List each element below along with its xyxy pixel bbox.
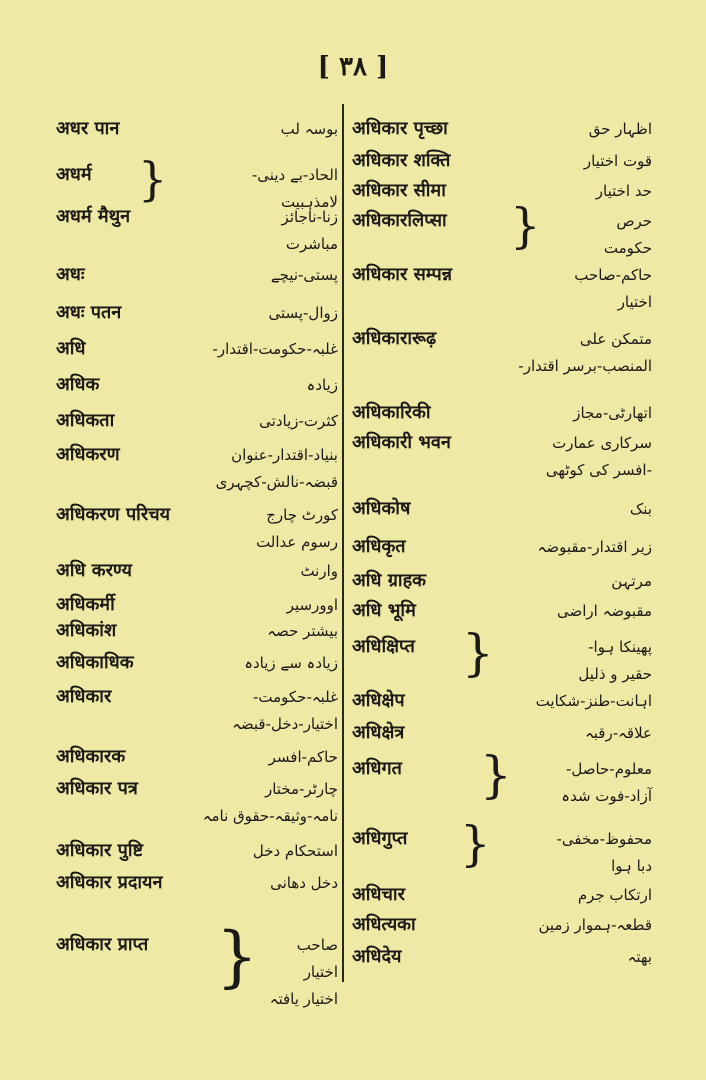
urdu-gloss — [578, 882, 652, 909]
gloss-line: معلوم-حاصل- — [565, 760, 652, 778]
gloss-line: زیر اقتدار-مقبوضہ — [537, 538, 652, 556]
headword: अधि ग्राहक — [352, 570, 426, 591]
urdu-gloss — [281, 116, 338, 143]
headword: अधिकृत — [352, 536, 406, 557]
headword: अधिक — [56, 374, 100, 395]
headword: अधिकार पृच्छा — [352, 118, 448, 139]
gloss-line: -افسر کی کوٹھی — [545, 461, 652, 479]
gloss-line: حقیر و ذلیل — [578, 665, 652, 683]
urdu-gloss — [573, 400, 652, 427]
urdu-gloss — [557, 598, 652, 625]
urdu-gloss — [536, 688, 652, 715]
headword: अधिचार — [352, 884, 405, 905]
urdu-gloss — [518, 326, 652, 380]
gloss-line: حرص — [616, 212, 652, 230]
gloss-line: متمکن علی — [579, 330, 652, 348]
gloss-line: اتھارٹی-مجاز — [573, 404, 652, 422]
headword: अधर पान — [56, 118, 120, 139]
urdu-gloss — [611, 568, 652, 595]
urdu-gloss — [556, 826, 652, 880]
headword: अधर्म मैथुन — [56, 206, 131, 227]
gloss-line: بیشتر حصہ — [267, 622, 338, 640]
gloss-line: قطعہ-ہموار زمین — [538, 916, 652, 934]
urdu-gloss — [628, 944, 652, 971]
urdu-gloss — [232, 684, 338, 738]
gloss-line: چارٹر-مختار — [264, 780, 338, 798]
headword: अधिकर्मी — [56, 594, 115, 615]
urdu-gloss — [203, 776, 338, 830]
headword: अधिकारलिप्सा — [352, 210, 447, 231]
gloss-line: اوورسیر — [286, 596, 338, 614]
gloss-line: حد اختیار — [595, 182, 652, 200]
gloss-line: مرتہن — [611, 572, 652, 590]
urdu-gloss — [561, 756, 652, 810]
gloss-line: غلبہ-حکومت- — [252, 688, 338, 706]
headword: अधिकार सीमा — [352, 180, 446, 201]
headword: अधिकता — [56, 410, 115, 431]
gloss-line: آزاد-فوت شدہ — [561, 787, 652, 805]
headword: अधर्म — [56, 164, 92, 185]
urdu-gloss — [546, 430, 652, 484]
headword: अधिकार पुष्टि — [56, 840, 143, 861]
urdu-gloss — [259, 408, 338, 435]
urdu-gloss — [270, 870, 338, 897]
gloss-line: اختیار — [303, 963, 338, 981]
urdu-gloss — [270, 932, 338, 1013]
brace-mark: } — [510, 198, 541, 254]
column-divider — [342, 104, 344, 982]
headword: अधिकार प्राप्त — [56, 934, 149, 955]
headword: अधिक्षेप — [352, 690, 405, 711]
urdu-gloss — [267, 618, 338, 645]
gloss-line: زوال-پستی — [268, 304, 338, 322]
gloss-line: المنصب-برسر اقتدار- — [518, 357, 652, 375]
headword: अधिकाधिक — [56, 652, 134, 673]
urdu-gloss — [212, 336, 338, 363]
headword: अधिकारक — [56, 746, 126, 767]
gloss-line: قوت اختیار — [583, 152, 652, 170]
gloss-line: حاکم-افسر — [268, 748, 338, 766]
gloss-line: پستی-نیچے — [270, 266, 338, 284]
urdu-gloss — [271, 262, 338, 289]
urdu-gloss — [578, 634, 652, 688]
headword: अधिकरण परिचय — [56, 504, 171, 525]
headword: अधिक्षेत्र — [352, 722, 405, 743]
urdu-gloss — [584, 148, 652, 175]
headword: अधिगुप्त — [352, 828, 408, 849]
gloss-line: استحکام دخل — [252, 842, 338, 860]
gloss-line: مقبوضہ اراضی — [556, 602, 652, 620]
gloss-line: مباشرت — [285, 235, 338, 253]
gloss-line: بوسہ لب — [280, 120, 338, 138]
page-number: [ ۳۸ ] — [317, 52, 389, 82]
gloss-line: کورٹ چارج — [266, 506, 338, 524]
brace-mark: } — [216, 918, 258, 995]
urdu-gloss — [287, 592, 338, 619]
urdu-gloss — [268, 300, 338, 327]
headword: अधि भूमि — [352, 600, 416, 621]
urdu-gloss — [307, 372, 338, 399]
urdu-gloss — [596, 178, 652, 205]
urdu-gloss — [589, 116, 652, 143]
headword: अधिकोष — [352, 498, 411, 519]
gloss-line: وارنٹ — [300, 562, 338, 580]
brace-mark: } — [460, 816, 491, 872]
headword: अधिकार शक्ति — [352, 150, 451, 171]
gloss-line: کثرت-زیادتی — [259, 412, 338, 430]
urdu-gloss — [269, 744, 338, 771]
headword: अधि — [56, 338, 86, 359]
headword: अधिकारी भवन — [352, 432, 451, 453]
gloss-line: دخل دھانی — [270, 874, 338, 892]
urdu-gloss — [538, 534, 652, 561]
headword: अधिकरण — [56, 444, 120, 465]
gloss-line: حاکم-صاحب — [574, 266, 652, 284]
headword: अधिक्षिप्त — [352, 636, 415, 657]
headword: अधिकार प्रदायन — [56, 872, 163, 893]
urdu-gloss — [256, 502, 338, 556]
headword: अधिकांश — [56, 620, 117, 641]
urdu-gloss — [538, 912, 652, 939]
headword: अधिकारिकी — [352, 402, 431, 423]
gloss-line: اختیار یافتہ — [269, 990, 338, 1008]
gloss-line: علاقہ-رقبہ — [584, 724, 652, 742]
gloss-line: محفوظ-مخفی- — [556, 830, 652, 848]
urdu-gloss — [216, 442, 338, 496]
gloss-line: بنک — [629, 500, 652, 518]
gloss-line: ارتکاب جرم — [577, 886, 652, 904]
gloss-line: بھتہ — [627, 948, 652, 966]
gloss-line: حکومت — [603, 239, 652, 257]
gloss-line: نامہ-وثیقہ-حقوق نامہ — [202, 807, 338, 825]
urdu-gloss — [300, 558, 338, 585]
gloss-line: غلبہ-حکومت-اقتدار- — [212, 340, 338, 358]
gloss-line: سرکاری عمارت — [552, 434, 652, 452]
brace-mark: } — [138, 152, 168, 206]
gloss-line: زیادہ سے زیادہ — [244, 654, 338, 672]
brace-mark: } — [480, 746, 512, 804]
gloss-line: صاحب — [296, 936, 338, 954]
urdu-gloss — [604, 208, 652, 262]
headword: अधिदेय — [352, 946, 402, 967]
gloss-line: زیادہ — [306, 376, 338, 394]
headword: अधिकारारूढ़ — [352, 328, 437, 349]
gloss-line: الحاد-بے دینی- — [251, 166, 338, 184]
headword: अधः — [56, 264, 85, 285]
gloss-line: لامذہبیت — [280, 193, 338, 211]
brace-mark: } — [462, 624, 494, 682]
urdu-gloss — [630, 496, 652, 523]
gloss-line: قبضہ-نالش-کچہری — [215, 473, 338, 491]
urdu-gloss — [585, 720, 652, 747]
headword: अधि करण्य — [56, 560, 132, 581]
gloss-line: اختیار-دخل-قبضہ — [232, 715, 338, 733]
headword: अधिगत — [352, 758, 402, 779]
headword: अधिकार सम्पन्न — [352, 264, 452, 285]
urdu-gloss — [574, 262, 652, 316]
gloss-line: زنا-ناجائز — [281, 208, 338, 226]
gloss-line: دبا ہوا — [611, 857, 652, 875]
urdu-gloss — [253, 838, 338, 865]
gloss-line: اہانت-طنز-شکایت — [535, 692, 652, 710]
headword: अधिकार पत्र — [56, 778, 138, 799]
urdu-gloss — [282, 204, 338, 258]
gloss-line: بنیاد-اقتدار-عنوان — [231, 446, 338, 464]
headword: अधिकार — [56, 686, 112, 707]
gloss-line: پھینکا ہوا- — [588, 638, 652, 656]
headword: अधः पतन — [56, 302, 122, 323]
urdu-gloss — [244, 650, 338, 677]
gloss-line: رسوم عدالت — [256, 533, 338, 551]
gloss-line: اظہار حق — [588, 120, 652, 138]
gloss-line: اختیار — [617, 293, 652, 311]
headword: अधित्यका — [352, 914, 416, 935]
